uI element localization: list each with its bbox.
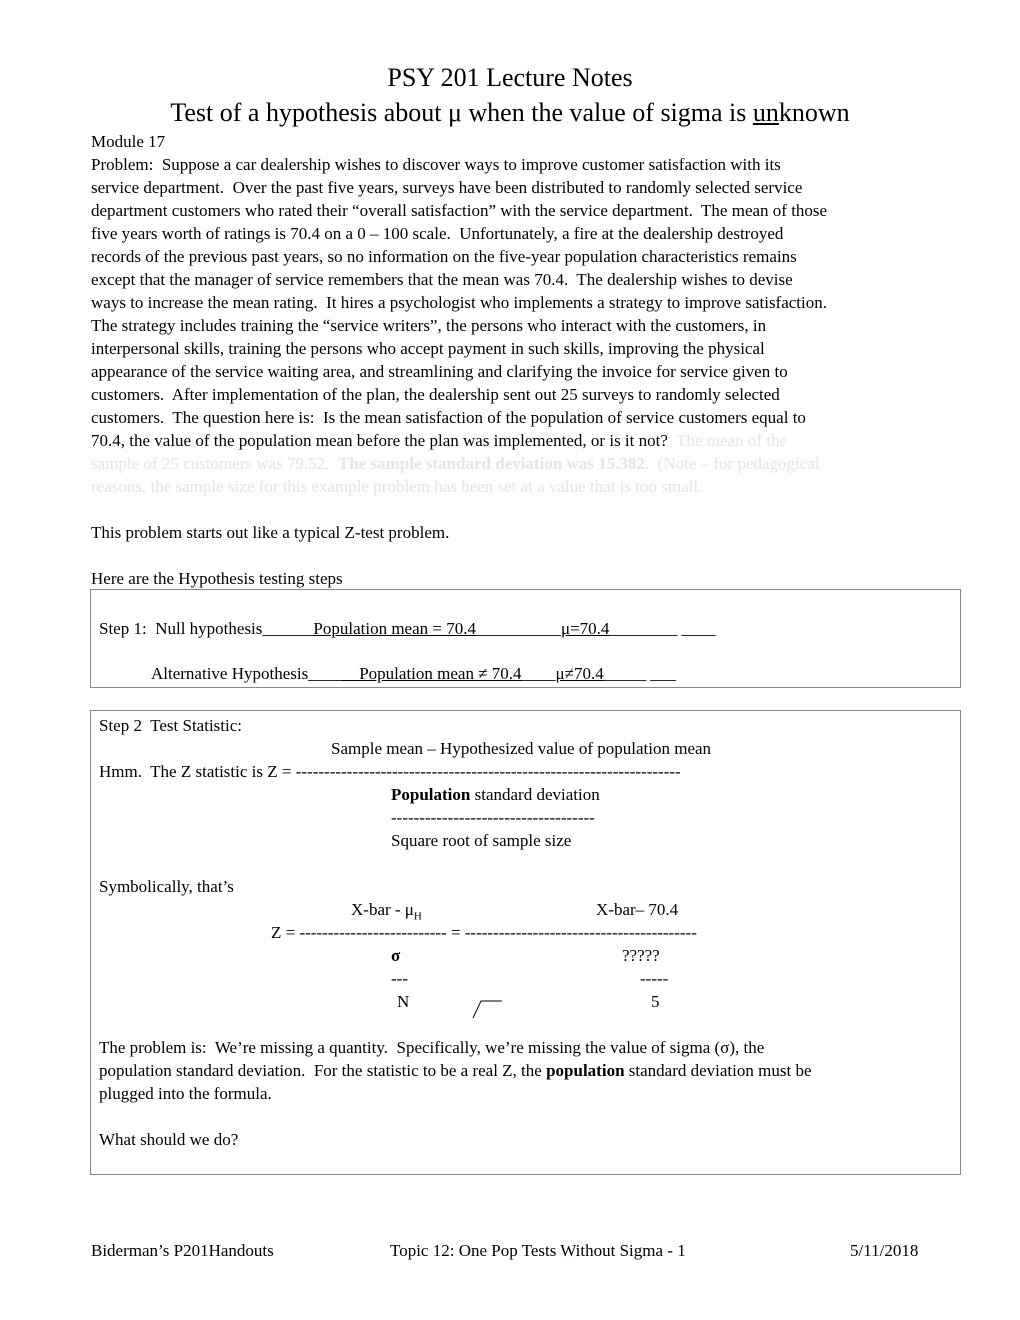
alt-symbol: μ≠70.4 xyxy=(555,664,604,683)
formula-inner-line: ------------------------------------ xyxy=(391,808,595,827)
problem-line: except that the manager of service remembers that the mean was 70.4. The dealership wishes to devise xyxy=(91,270,793,289)
null-symbol: μ=70.4 xyxy=(560,619,610,638)
problem-text: population standard deviation. For the statistic to be a real Z, the xyxy=(99,1061,547,1080)
footer-center: Topic 12: One Pop Tests Without Sigma - 1 xyxy=(390,1241,686,1260)
problem-line: appearance of the service waiting area, and streamlining and clarifying the invoice for service given to xyxy=(91,362,788,381)
formula-denominator xyxy=(391,783,600,806)
blank: _____ xyxy=(603,664,647,683)
problem-line xyxy=(91,429,787,452)
sample-info-text: The mean of the xyxy=(676,431,788,450)
step1-box xyxy=(90,589,961,688)
xbar-mu: X-bar - μ xyxy=(351,900,414,919)
blank: ____ xyxy=(681,619,716,638)
intro-text: This problem starts out like a typical Z-test problem. xyxy=(91,523,450,542)
alt-words: __Population mean ≠ 70.4 xyxy=(342,664,522,683)
symbolic-numerator-value: X-bar– 70.4 xyxy=(596,900,679,919)
unknown-sigma: ????? xyxy=(622,946,660,965)
blank: ___ xyxy=(650,664,676,683)
formula-z-line: Hmm. The Z statistic is Z = -------------------------------------------------------------------- xyxy=(99,762,681,781)
null-hypothesis xyxy=(99,617,715,640)
blank: __________ xyxy=(475,619,561,638)
page-subtitle xyxy=(0,96,1020,130)
step2-box xyxy=(90,710,961,1175)
subscript-h: H xyxy=(413,910,422,923)
symbolic-label: Symbolically, that’s xyxy=(99,877,234,896)
sample-mean-text: sample of 25 customers was 79.52. xyxy=(91,454,338,473)
footer-left: Biderman’s P201Handouts xyxy=(91,1241,274,1260)
population-bold: population xyxy=(546,1061,625,1080)
alternative-hypothesis xyxy=(151,662,676,685)
sym-dash-left: --- xyxy=(391,969,408,988)
problem-line: five years worth of ratings is 70.4 on a 0 – 100 scale. Unfortunately, a fire at the dealership destroyed xyxy=(91,224,784,243)
problem-line: reasons, the sample size for this example problem has been set at a value that is too small. xyxy=(91,477,703,496)
question-text: What should we do? xyxy=(99,1130,239,1149)
problem-line: customers. After implementation of the plan, the dealership sent out 25 surveys to randomly selected xyxy=(91,385,780,404)
null-label: Step 1: Null hypothesis______ xyxy=(99,619,314,638)
problem-statement: plugged into the formula. xyxy=(99,1084,272,1103)
problem-line: The strategy includes training the “service writers”, the persons who interact with the customers, in xyxy=(91,316,767,335)
square-root-icon xyxy=(472,998,502,1020)
alt-label: Alternative Hypothesis____ xyxy=(151,664,343,683)
formula-sqrt-text: Square root of sample size xyxy=(391,831,572,850)
module-label: Module 17 xyxy=(91,132,166,151)
sym-five: 5 xyxy=(651,992,660,1011)
problem-line: customers. The question here is: Is the mean satisfaction of the population of service customers equal to xyxy=(91,408,806,427)
denominator-text: standard deviation xyxy=(470,785,600,804)
problem-text: 70.4, the value of the population mean before the plan was implemented, or is it not? xyxy=(91,431,677,450)
formula-numerator: Sample mean – Hypothesized value of population mean xyxy=(331,739,712,758)
problem-text: standard deviation must be xyxy=(624,1061,812,1080)
problem-line: Problem: Suppose a car dealership wishes to discover ways to improve customer satisfaction with its xyxy=(91,155,781,174)
symbolic-z-line: Z = -------------------------- = ----------------------------------------- xyxy=(271,923,697,942)
steps-intro: Here are the Hypothesis testing steps xyxy=(91,569,343,588)
null-words: Population mean = 70.4 xyxy=(313,619,476,638)
problem-statement xyxy=(99,1059,812,1082)
problem-line: records of the previous past years, so no information on the five-year population characteristics remains xyxy=(91,247,797,266)
problem-line: department customers who rated their “overall satisfaction” with the service department. The mean of those xyxy=(91,201,828,220)
subtitle-text: Test of a hypothesis about μ when the value of sigma is xyxy=(170,98,753,127)
population-bold: Population xyxy=(391,785,471,804)
blank: ________ xyxy=(609,619,678,638)
blank: ____ xyxy=(521,664,556,683)
page-title: PSY 201 Lecture Notes xyxy=(387,63,633,92)
step2-heading: Step 2 Test Statistic: xyxy=(99,716,242,735)
footer-date: 5/11/2018 xyxy=(850,1241,919,1260)
problem-line: ways to increase the mean rating. It hires a psychologist who implements a strategy to improve satisfaction. xyxy=(91,293,828,312)
sigma-symbol: σ xyxy=(391,946,401,965)
problem-statement: The problem is: We’re missing a quantity. Specifically, we’re missing the value of sigma (σ), the xyxy=(99,1038,765,1057)
subtitle-underlined: un xyxy=(752,98,779,127)
sample-sd-text: The sample standard deviation was 15.382 xyxy=(337,454,645,473)
sym-n: N xyxy=(397,992,410,1011)
subtitle-text-end: known xyxy=(778,98,850,127)
problem-line: interpersonal skills, training the persons who accept payment in such skills, improving the physical xyxy=(91,339,765,358)
problem-line: service department. Over the past five years, surveys have been distributed to randomly selected service xyxy=(91,178,803,197)
problem-line xyxy=(91,452,820,475)
sym-dash-right: ----- xyxy=(640,969,669,988)
note-text: . (Note – for pedagogical xyxy=(644,454,820,473)
